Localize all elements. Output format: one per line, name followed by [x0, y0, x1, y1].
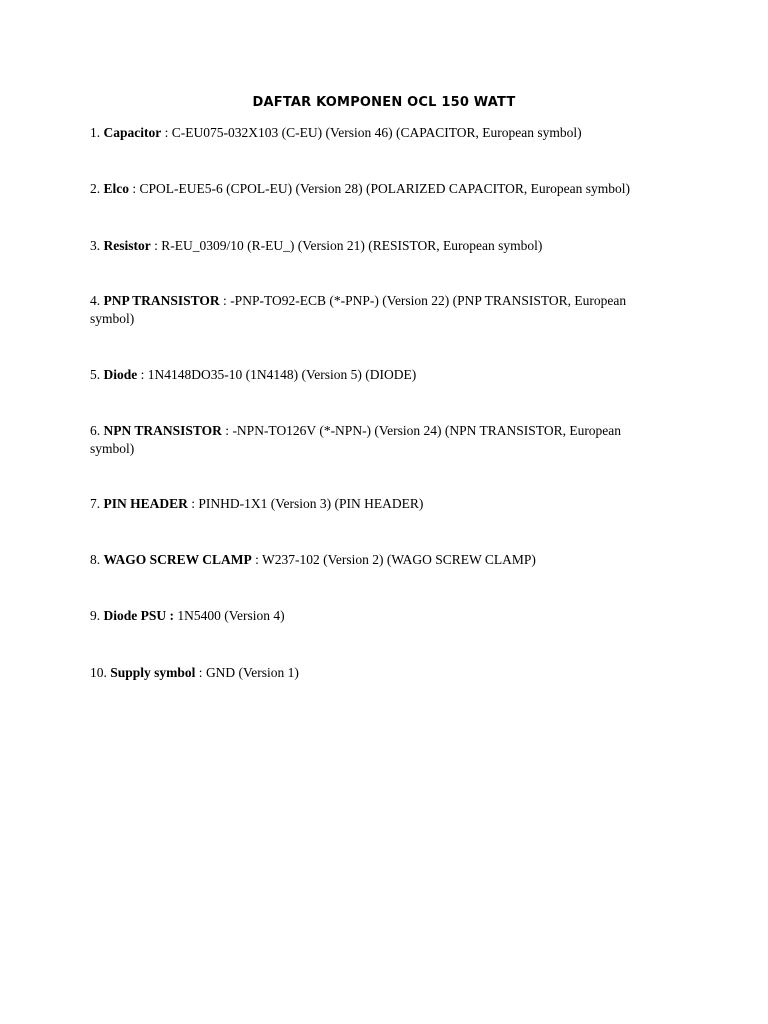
item-name: Capacitor: [103, 125, 162, 140]
item-number: 7: [90, 496, 97, 511]
item-name: WAGO SCREW CLAMP: [103, 552, 252, 567]
list-item: 1. Capacitor : C-EU075-032X103 (C-EU) (Version 46) (CAPACITOR, European symbol): [90, 125, 582, 140]
item-number: 6: [90, 423, 97, 438]
list-item: 5. Diode : 1N4148DO35-10 (1N4148) (Version 5) (DIODE): [90, 367, 417, 382]
list-item: 10. Supply symbol : GND (Version 1): [90, 665, 299, 680]
item-number: 9: [90, 608, 97, 623]
item-name: Resistor: [103, 238, 151, 253]
item-detail: 1N4148DO35-10 (1N4148) (Version 5) (DIODE): [147, 367, 417, 382]
item-detail: -NPN-TO126V (*-NPN-) (Version 24) (NPN TRANSISTOR, European symbol): [90, 423, 622, 456]
item-name: PIN HEADER: [103, 496, 188, 511]
item-separator: :: [161, 125, 172, 140]
list-item: 9. Diode PSU : 1N5400 (Version 4): [90, 608, 285, 623]
item-detail: 1N5400 (Version 4): [177, 608, 285, 623]
item-separator: :: [150, 238, 162, 253]
item-detail: CPOL-EUE5-6 (CPOL-EU) (Version 28) (POLARIZED CAPACITOR, European symbol): [139, 181, 630, 196]
list-item: 7. PIN HEADER : PINHD-1X1 (Version 3) (PIN HEADER): [90, 496, 424, 511]
item-separator: :: [251, 552, 263, 567]
item-name: Diode PSU :: [103, 608, 174, 623]
item-detail: GND (Version 1): [205, 665, 299, 680]
item-detail: -PNP-TO92-ECB (*-PNP-) (Version 22) (PNP TRANSISTOR, European symbol): [90, 293, 627, 326]
item-name: Elco: [103, 181, 129, 196]
item-separator: :: [221, 423, 233, 438]
item-name: PNP TRANSISTOR: [103, 293, 220, 308]
item-number: 4: [90, 293, 97, 308]
item-detail: R-EU_0309/10 (R-EU_) (Version 21) (RESISTOR, European symbol): [161, 238, 543, 253]
item-detail: PINHD-1X1 (Version 3) (PIN HEADER): [198, 496, 424, 511]
item-separator: :: [219, 293, 231, 308]
item-separator: :: [137, 367, 148, 382]
item-number: 5: [90, 367, 97, 382]
list-item: 2. Elco : CPOL-EUE5-6 (CPOL-EU) (Version 28) (POLARIZED CAPACITOR, European symbol): [90, 181, 630, 196]
item-separator: :: [195, 665, 206, 680]
item-number: 1: [90, 125, 97, 140]
list-item: 3. Resistor : R-EU_0309/10 (R-EU_) (Version 21) (RESISTOR, European symbol): [90, 238, 543, 253]
item-number: 10: [90, 665, 104, 680]
item-number: 8: [90, 552, 97, 567]
item-detail: W237-102 (Version 2) (WAGO SCREW CLAMP): [262, 552, 536, 567]
item-separator: :: [187, 496, 199, 511]
list-item: 4. PNP TRANSISTOR : -PNP-TO92-ECB (*-PNP-) (Version 22) (PNP TRANSISTOR, European symbol): [90, 293, 627, 326]
item-number: 2: [90, 181, 97, 196]
item-name: NPN TRANSISTOR: [103, 423, 222, 438]
item-detail: C-EU075-032X103 (C-EU) (Version 46) (CAPACITOR, European symbol): [171, 125, 582, 140]
list-item: 6. NPN TRANSISTOR : -NPN-TO126V (*-NPN-) (Version 24) (NPN TRANSISTOR, European symbol): [90, 423, 622, 456]
item-separator: :: [129, 181, 140, 196]
document-title: DAFTAR KOMPONEN OCL 150 WATT: [252, 95, 516, 110]
item-name: Diode: [103, 367, 138, 382]
item-number: 3: [90, 238, 97, 253]
item-name: Supply symbol: [110, 665, 196, 680]
list-item: 8. WAGO SCREW CLAMP : W237-102 (Version 2) (WAGO SCREW CLAMP): [90, 552, 536, 567]
